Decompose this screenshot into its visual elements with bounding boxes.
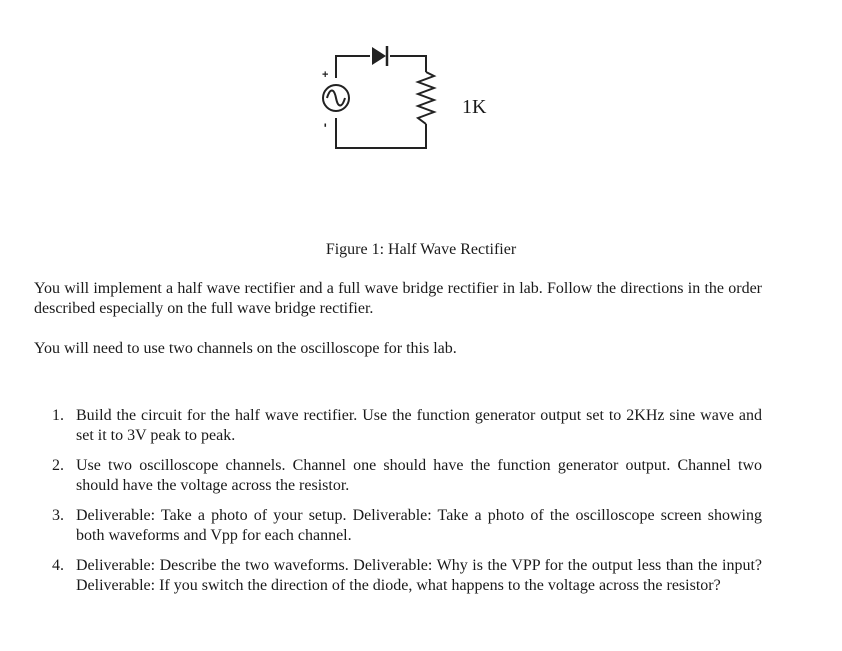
- oscilloscope-note-paragraph: You will need to use two channels on the oscilloscope for this lab.: [34, 340, 457, 357]
- step-text: Deliverable: Take a photo of your setup. Deliverable: Take a photo of the oscilloscope screen showing both waveforms and Vpp for each channel.: [76, 507, 762, 544]
- list-item: [0, 406, 762, 446]
- step-number: 2.: [52, 457, 64, 474]
- step-text: Build the circuit for the half wave rectifier. Use the function generator output set to 2KHz sine wave and set it to 3V peak to peak.: [76, 407, 762, 444]
- wire-top-left: [336, 56, 370, 78]
- list-item: [0, 456, 762, 496]
- wire-bottom: [336, 118, 426, 148]
- step-number: 1.: [52, 407, 64, 424]
- source-plus-sign: +: [322, 69, 329, 81]
- list-item: [0, 556, 762, 596]
- resistor-value-label: 1K: [462, 96, 487, 118]
- list-item: [0, 506, 762, 546]
- resistor-symbol: [418, 72, 434, 124]
- diode-symbol: [372, 46, 387, 66]
- step-text: Use two oscilloscope channels. Channel one should have the function generator output. Channel two should have the voltage across the resistor.: [76, 457, 762, 494]
- source-minus-sign: -: [319, 123, 334, 128]
- lab-steps-list: [0, 406, 762, 606]
- intro-paragraph: You will implement a half wave rectifier and a full wave bridge rectifier in lab. Follow the directions in the order described especially on the full wave bridge rectifier.: [34, 280, 762, 317]
- ac-source-sine: [327, 91, 345, 106]
- step-number: 3.: [52, 507, 64, 524]
- step-number: 4.: [52, 557, 64, 574]
- step-text: Deliverable: Describe the two waveforms. Deliverable: Why is the VPP for the output less than the input? Deliverable: If you switch the direction of the diode, what happens to the voltage across the resistor?: [76, 557, 762, 594]
- figure-caption: Figure 1: Half Wave Rectifier: [325, 241, 517, 258]
- wire-top-right: [390, 56, 426, 72]
